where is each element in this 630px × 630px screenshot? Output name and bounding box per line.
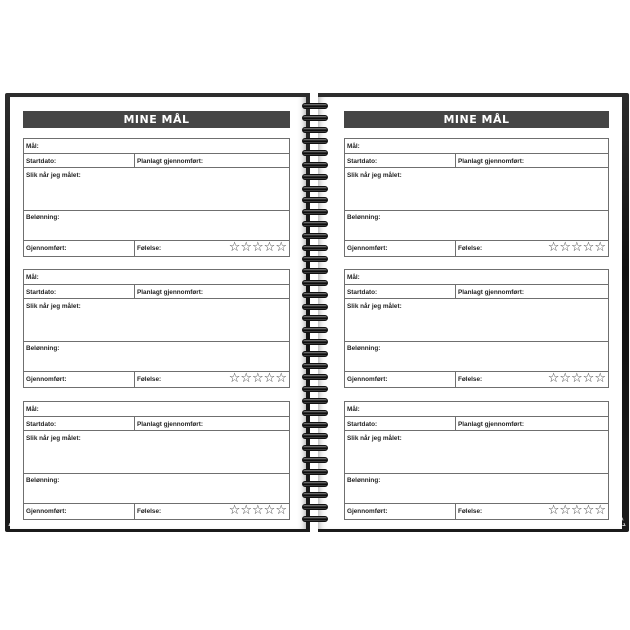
- divider: [134, 285, 135, 298]
- reward-label: Belønning:: [26, 214, 60, 221]
- feeling-label: Følelse:: [137, 376, 162, 383]
- spiral-coil: [302, 256, 328, 262]
- how-row: [345, 168, 608, 211]
- completed-label: Gjennomført:: [26, 508, 67, 515]
- how-label: Slik når jeg målet:: [347, 435, 402, 442]
- how-label: Slik når jeg målet:: [26, 303, 81, 310]
- goal-block: [23, 269, 290, 388]
- completed-label: Gjennomført:: [347, 376, 388, 383]
- feeling-label: Følelse:: [458, 245, 483, 252]
- feeling-label: Følelse:: [458, 508, 483, 515]
- star-rating-icon[interactable]: ☆☆☆☆☆: [547, 240, 606, 255]
- spiral-coil: [302, 363, 328, 369]
- spiral-coil: [302, 174, 328, 180]
- spiral-coil: [302, 150, 328, 156]
- feeling-label: Følelse:: [137, 245, 162, 252]
- spiral-coil: [302, 386, 328, 392]
- divider: [455, 154, 456, 167]
- divider: [455, 285, 456, 298]
- dates-row: [345, 417, 608, 431]
- reward-row: [24, 342, 289, 372]
- divider: [134, 154, 135, 167]
- completed-row: [24, 241, 289, 256]
- how-row: [24, 299, 289, 342]
- spiral-coil: [302, 374, 328, 380]
- reward-label: Belønning:: [26, 477, 60, 484]
- spiral-coil: [302, 315, 328, 321]
- how-label: Slik når jeg målet:: [26, 172, 81, 179]
- spiral-coil: [302, 339, 328, 345]
- spiral-coil: [302, 492, 328, 498]
- divider: [455, 372, 456, 387]
- goal-row: [24, 270, 289, 285]
- divider: [134, 417, 135, 430]
- how-row: [345, 431, 608, 474]
- spiral-coil: [302, 457, 328, 463]
- how-label: Slik når jeg målet:: [347, 303, 402, 310]
- reward-label: Belønning:: [347, 477, 381, 484]
- planned-label: Planlagt gjennomført:: [458, 289, 525, 296]
- completed-label: Gjennomført:: [347, 245, 388, 252]
- goal-row: [24, 139, 289, 154]
- spiral-coil: [302, 209, 328, 215]
- planned-label: Planlagt gjennomført:: [137, 421, 204, 428]
- spiral-binding: [299, 99, 331, 529]
- spiral-coil: [302, 398, 328, 404]
- how-row: [24, 168, 289, 211]
- spiral-coil: [302, 327, 328, 333]
- completed-label: Gjennomført:: [26, 376, 67, 383]
- dates-row: [24, 417, 289, 431]
- how-row: [24, 431, 289, 474]
- goal-block: [23, 138, 290, 257]
- spiral-coil: [302, 351, 328, 357]
- star-rating-icon[interactable]: ☆☆☆☆☆: [228, 240, 287, 255]
- how-row: [345, 299, 608, 342]
- start-date-label: Startdato:: [347, 158, 378, 165]
- divider: [134, 372, 135, 387]
- how-label: Slik når jeg målet:: [347, 172, 402, 179]
- divider: [455, 504, 456, 519]
- reward-row: [345, 474, 608, 504]
- dates-row: [24, 285, 289, 299]
- goal-row: [24, 402, 289, 417]
- star-rating-icon[interactable]: ☆☆☆☆☆: [228, 503, 287, 518]
- spiral-coil: [302, 469, 328, 475]
- spiral-coil: [302, 280, 328, 286]
- goal-block: [344, 401, 609, 520]
- reward-label: Belønning:: [26, 345, 60, 352]
- completed-label: Gjennomført:: [347, 508, 388, 515]
- spiral-coil: [302, 516, 328, 522]
- right-page: [318, 97, 622, 529]
- how-label: Slik når jeg målet:: [26, 435, 81, 442]
- feeling-label: Følelse:: [137, 508, 162, 515]
- spiral-coil: [302, 245, 328, 251]
- feeling-label: Følelse:: [458, 376, 483, 383]
- spiral-coil: [302, 433, 328, 439]
- start-date-label: Startdato:: [26, 158, 57, 165]
- spiral-coil: [302, 292, 328, 298]
- spiral-coil: [302, 221, 328, 227]
- spiral-coil: [302, 504, 328, 510]
- planned-label: Planlagt gjennomført:: [137, 289, 204, 296]
- goal-label: Mål:: [26, 406, 39, 413]
- page-title-banner: MINE MÅL: [344, 111, 609, 128]
- goal-row: [345, 270, 608, 285]
- spiral-coil: [302, 186, 328, 192]
- spiral-coil: [302, 422, 328, 428]
- divider: [134, 241, 135, 256]
- star-rating-icon[interactable]: ☆☆☆☆☆: [547, 503, 606, 518]
- spiral-coil: [302, 481, 328, 487]
- start-date-label: Startdato:: [347, 289, 378, 296]
- page-title-banner: MINE MÅL: [23, 111, 290, 128]
- goal-label: Mål:: [347, 143, 360, 150]
- completed-row: [24, 372, 289, 387]
- reward-row: [24, 211, 289, 241]
- reward-row: [345, 342, 608, 372]
- spiral-coil: [302, 138, 328, 144]
- dates-row: [24, 154, 289, 168]
- divider: [134, 504, 135, 519]
- spiral-coil: [302, 115, 328, 121]
- goal-label: Mål:: [26, 143, 39, 150]
- spiral-coil: [302, 233, 328, 239]
- star-rating-icon[interactable]: ☆☆☆☆☆: [547, 371, 606, 386]
- divider: [455, 241, 456, 256]
- spiral-coil: [302, 197, 328, 203]
- goal-block: [344, 138, 609, 257]
- reward-row: [345, 211, 608, 241]
- completed-row: [24, 504, 289, 519]
- spiral-coil: [302, 103, 328, 109]
- goal-block: [23, 401, 290, 520]
- goal-label: Mål:: [347, 274, 360, 281]
- left-page: [10, 97, 306, 529]
- completed-row: [345, 241, 608, 256]
- goal-row: [345, 402, 608, 417]
- spiral-coil: [302, 445, 328, 451]
- goal-label: Mål:: [347, 406, 360, 413]
- divider: [455, 417, 456, 430]
- goal-block: [344, 269, 609, 388]
- start-date-label: Startdato:: [347, 421, 378, 428]
- dates-row: [345, 154, 608, 168]
- completed-row: [345, 372, 608, 387]
- reward-label: Belønning:: [347, 345, 381, 352]
- spiral-coil: [302, 304, 328, 310]
- star-rating-icon[interactable]: ☆☆☆☆☆: [228, 371, 287, 386]
- goal-label: Mål:: [26, 274, 39, 281]
- spiral-coil: [302, 127, 328, 133]
- start-date-label: Startdato:: [26, 289, 57, 296]
- reward-row: [24, 474, 289, 504]
- planned-label: Planlagt gjennomført:: [458, 421, 525, 428]
- start-date-label: Startdato:: [26, 421, 57, 428]
- planned-label: Planlagt gjennomført:: [458, 158, 525, 165]
- spiral-coil: [302, 268, 328, 274]
- goal-row: [345, 139, 608, 154]
- completed-label: Gjennomført:: [26, 245, 67, 252]
- spiral-coil: [302, 162, 328, 168]
- completed-row: [345, 504, 608, 519]
- reward-label: Belønning:: [347, 214, 381, 221]
- spiral-coil: [302, 410, 328, 416]
- dates-row: [345, 285, 608, 299]
- planned-label: Planlagt gjennomført:: [137, 158, 204, 165]
